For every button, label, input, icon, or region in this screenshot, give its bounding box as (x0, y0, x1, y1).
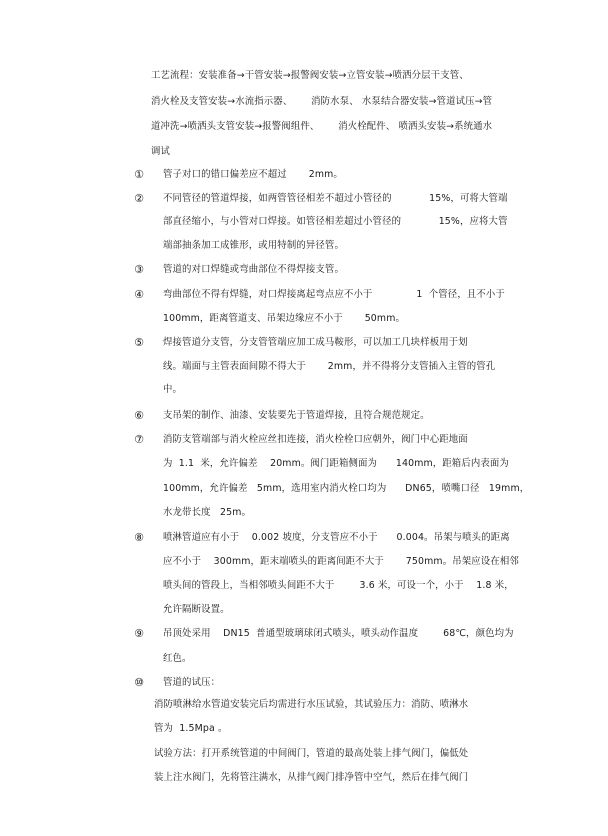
item-3-line: 管道的对口焊缝或弯曲部位不得焊接支管。 (163, 264, 344, 275)
item-8-line: 允许隔断设置。 (163, 604, 230, 615)
item-2-line: 不同管径的管道焊接，如两管管径相差不超过小管径的 15%，可将大管端 (163, 193, 508, 204)
item-2-line: 部直径缩小，与小管对口焊接。如管径相差超过小管径的 15%，应将大管 (163, 216, 508, 227)
item-6-line: 支吊架的制作、油漆、安装要先于管道焊接，且符合规范规定。 (163, 410, 430, 421)
item-marker-6: ⑥ (134, 409, 144, 422)
item-7-line: 消防支管端部与消火栓应丝扣连接，消火栓栓口应朝外，阀门中心距地面 (163, 434, 468, 445)
item-5-line: 线。端面与主管表面间隙不得大于 2mm，并不得将分支管插入主管的管孔 (163, 361, 496, 372)
intro-line: 消火栓及支管安装→水流指示器、 消防水泵、 水泵结合器安装→管道试压→管 (151, 96, 493, 107)
item-marker-5: ⑤ (134, 336, 144, 349)
item-marker-3: ③ (134, 263, 144, 276)
intro-line: 工艺流程：安装准备→干管安装→报警阀安装→立管安装→喷洒分层干支管、 (151, 70, 469, 81)
item-9-line: 红色。 (163, 653, 192, 664)
pressure-line: 管为 1.5Mpa 。 (154, 723, 228, 734)
item-4-line: 100mm，距离管道支、吊架边缘应不小于 50mm。 (163, 313, 406, 324)
item-marker-1: ① (134, 168, 144, 181)
method-line: 装上注水阀门，先将管注满水，从排气阀门排净管中空气，然后在排气阀门 (154, 772, 469, 783)
item-marker-4: ④ (134, 288, 144, 301)
pressure-line: 消防喷淋给水管道安装完后均需进行水压试验，其试验压力：消防、喷淋水 (154, 699, 469, 710)
method-line: 试验方法：打开系统管道的中间阀门，管道的最高处装上排气阀门，偏低处 (154, 748, 469, 759)
item-8-line: 喷淋管道应有小于 0.002 坡度，分支管应不小于 0.004。吊架与喷头的距离 (163, 532, 510, 543)
item-8-line: 喷头间的管段上，当相邻喷头间距不大于 3.6 米，可设一个，小于 1.8 米， (163, 580, 514, 591)
item-4-line: 弯曲部位不得有焊缝，对口焊接离起弯点应不小于 1 个管径，且不小于 (163, 289, 505, 300)
item-marker-7: ⑦ (134, 433, 144, 446)
item-marker-2: ② (134, 192, 144, 205)
item-marker-10: ⑩ (134, 676, 144, 689)
item-8-line: 应不小于 300mm，距末端喷头的距离间距不大于 750mm。吊架应设在相邻 (163, 556, 519, 567)
item-marker-9: ⑨ (134, 627, 144, 640)
item-7-line: 水龙带长度 25m。 (163, 507, 252, 518)
item-7-line: 为 1.1 米，允许偏差 20mm。阀门距箱侧面为 140mm，距箱后内表面为 (163, 458, 509, 469)
item-marker-8: ⑧ (134, 531, 144, 544)
item-5-line: 中。 (163, 384, 183, 395)
item-7-line: 100mm，允许偏差 5mm，选用室内消火栓口均为 DN65，喷嘴口径 19mm， (163, 483, 530, 494)
item-5-line: 焊接管道分支管，分支管管端应加工成马鞍形，可以加工几块样板用于划 (163, 337, 468, 348)
item-9-line: 吊顶处采用 DN15 普通型玻璃球闭式喷头，喷头动作温度 68℃，颜色均为 (163, 628, 514, 639)
intro-line: 道冲洗→喷洒头支管安装→报警阀组件、 消火栓配件、 喷洒头安装→系统通水 (151, 121, 493, 132)
item-10-line: 管道的试压： (163, 677, 221, 688)
intro-line: 调试 (151, 146, 171, 157)
item-2-line: 端部抽条加工成锥形，或用特制的异径管。 (163, 240, 344, 251)
item-1-line: 管子对口的错口偏差应不超过 2mm。 (163, 169, 343, 180)
